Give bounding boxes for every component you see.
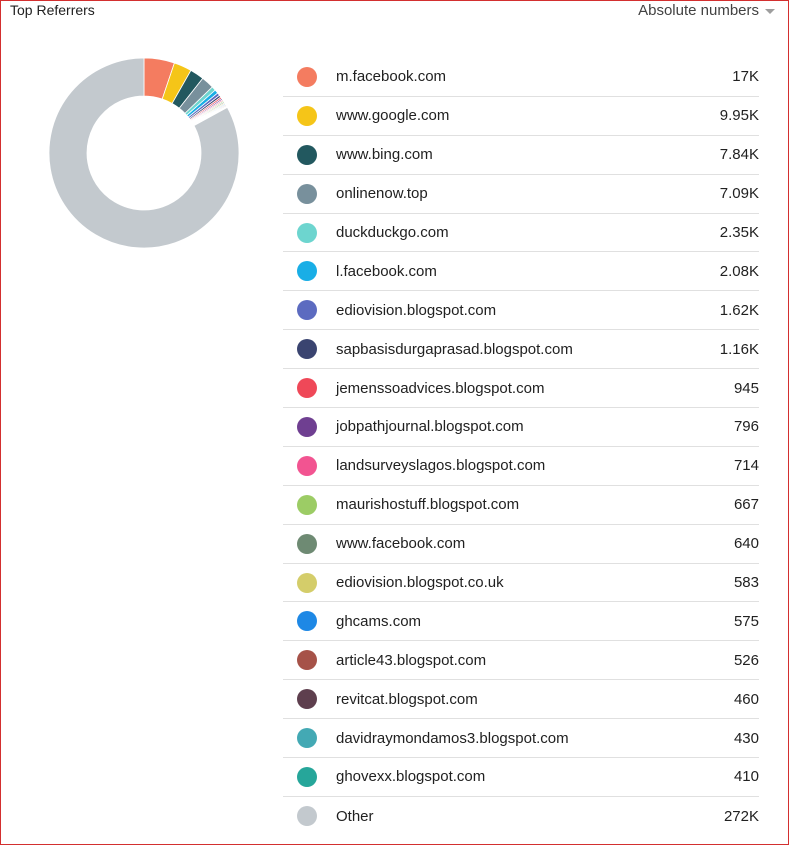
legend-value: 1.62K xyxy=(719,301,759,319)
metric-dropdown-label: Absolute numbers xyxy=(638,2,759,19)
legend-label: davidraymondamos3.blogspot.com xyxy=(336,729,569,747)
legend-color-dot xyxy=(297,417,317,437)
legend-label: jemenssoadvices.blogspot.com xyxy=(336,379,545,397)
legend-value: 583 xyxy=(733,574,759,592)
legend-color-dot xyxy=(297,728,317,748)
legend-label: maurishostuff.blogspot.com xyxy=(336,496,520,514)
legend-color-dot xyxy=(297,145,317,165)
legend-row[interactable] xyxy=(283,175,759,214)
legend-label: ghovexx.blogspot.com xyxy=(336,768,486,786)
legend-value: 460 xyxy=(733,690,759,708)
legend-row[interactable] xyxy=(283,680,759,719)
legend-color-dot xyxy=(297,650,317,670)
legend-value: 575 xyxy=(733,612,759,630)
legend-row[interactable] xyxy=(283,758,759,797)
legend-label: jobpathjournal.blogspot.com xyxy=(336,418,524,436)
legend-label: ghcams.com xyxy=(336,612,422,630)
legend-label: m.facebook.com xyxy=(336,68,447,86)
legend-color-dot xyxy=(297,456,317,476)
legend-value: 1.16K xyxy=(719,340,759,358)
legend-label: l.facebook.com xyxy=(336,262,437,280)
referrer-legend xyxy=(283,58,759,836)
legend-color-dot xyxy=(297,261,317,281)
legend-row[interactable] xyxy=(283,330,759,369)
legend-row[interactable] xyxy=(283,408,759,447)
legend-row[interactable] xyxy=(283,525,759,564)
legend-row[interactable] xyxy=(283,136,759,175)
legend-color-dot xyxy=(297,767,317,787)
legend-color-dot xyxy=(297,573,317,593)
legend-label: www.facebook.com xyxy=(336,535,466,553)
legend-label: onlinenow.top xyxy=(336,185,428,203)
legend-label: landsurveyslagos.blogspot.com xyxy=(336,457,546,475)
legend-color-dot xyxy=(297,689,317,709)
legend-row[interactable] xyxy=(283,369,759,408)
legend-row[interactable] xyxy=(283,797,759,836)
legend-row[interactable] xyxy=(283,214,759,253)
legend-row[interactable] xyxy=(283,719,759,758)
widget-title: Top Referrers xyxy=(10,2,95,18)
legend-color-dot xyxy=(297,300,317,320)
legend-row[interactable] xyxy=(283,252,759,291)
legend-label: revitcat.blogspot.com xyxy=(336,690,478,708)
legend-label: www.google.com xyxy=(336,107,450,125)
legend-color-dot xyxy=(297,495,317,515)
legend-label: sapbasisdurgaprasad.blogspot.com xyxy=(336,340,573,358)
legend-color-dot xyxy=(297,378,317,398)
legend-label: www.bing.com xyxy=(336,146,433,164)
legend-row[interactable] xyxy=(283,486,759,525)
legend-color-dot xyxy=(297,534,317,554)
legend-row[interactable] xyxy=(283,447,759,486)
legend-row[interactable] xyxy=(283,564,759,603)
legend-label: duckduckgo.com xyxy=(336,224,449,241)
legend-value: 9.95K xyxy=(719,107,759,125)
legend-color-dot xyxy=(297,223,317,243)
legend-label: Other xyxy=(336,807,374,825)
legend-color-dot xyxy=(297,339,317,359)
metric-dropdown[interactable] xyxy=(638,2,775,19)
legend-color-dot xyxy=(297,611,317,631)
legend-row[interactable] xyxy=(283,641,759,680)
legend-label: article43.blogspot.com xyxy=(336,651,487,669)
legend-value: 410 xyxy=(733,768,759,786)
legend-row[interactable] xyxy=(283,291,759,330)
legend-value: 272K xyxy=(723,807,759,825)
legend-value: 945 xyxy=(733,379,759,397)
legend-value: 526 xyxy=(733,651,759,669)
legend-value: 796 xyxy=(733,418,759,436)
legend-value: 7.84K xyxy=(719,146,759,164)
donut-chart xyxy=(48,57,240,249)
legend-color-dot xyxy=(297,184,317,204)
legend-value: 714 xyxy=(733,457,759,475)
legend-value: 640 xyxy=(733,535,759,553)
legend-value: 17K xyxy=(732,68,759,86)
legend-color-dot xyxy=(297,806,317,826)
legend-color-dot xyxy=(297,67,317,87)
legend-label: ediovision.blogspot.com xyxy=(336,301,497,319)
legend-label: ediovision.blogspot.co.uk xyxy=(336,574,504,592)
legend-row[interactable] xyxy=(283,97,759,136)
legend-value: 7.09K xyxy=(719,185,759,203)
legend-value: 2.08K xyxy=(719,262,759,280)
chevron-down-icon xyxy=(765,9,775,14)
legend-row[interactable] xyxy=(283,602,759,641)
legend-color-dot xyxy=(297,106,317,126)
legend-value: 2.35K xyxy=(719,224,759,241)
legend-value: 667 xyxy=(733,496,759,514)
legend-value: 430 xyxy=(733,729,759,747)
legend-row[interactable] xyxy=(283,58,759,97)
